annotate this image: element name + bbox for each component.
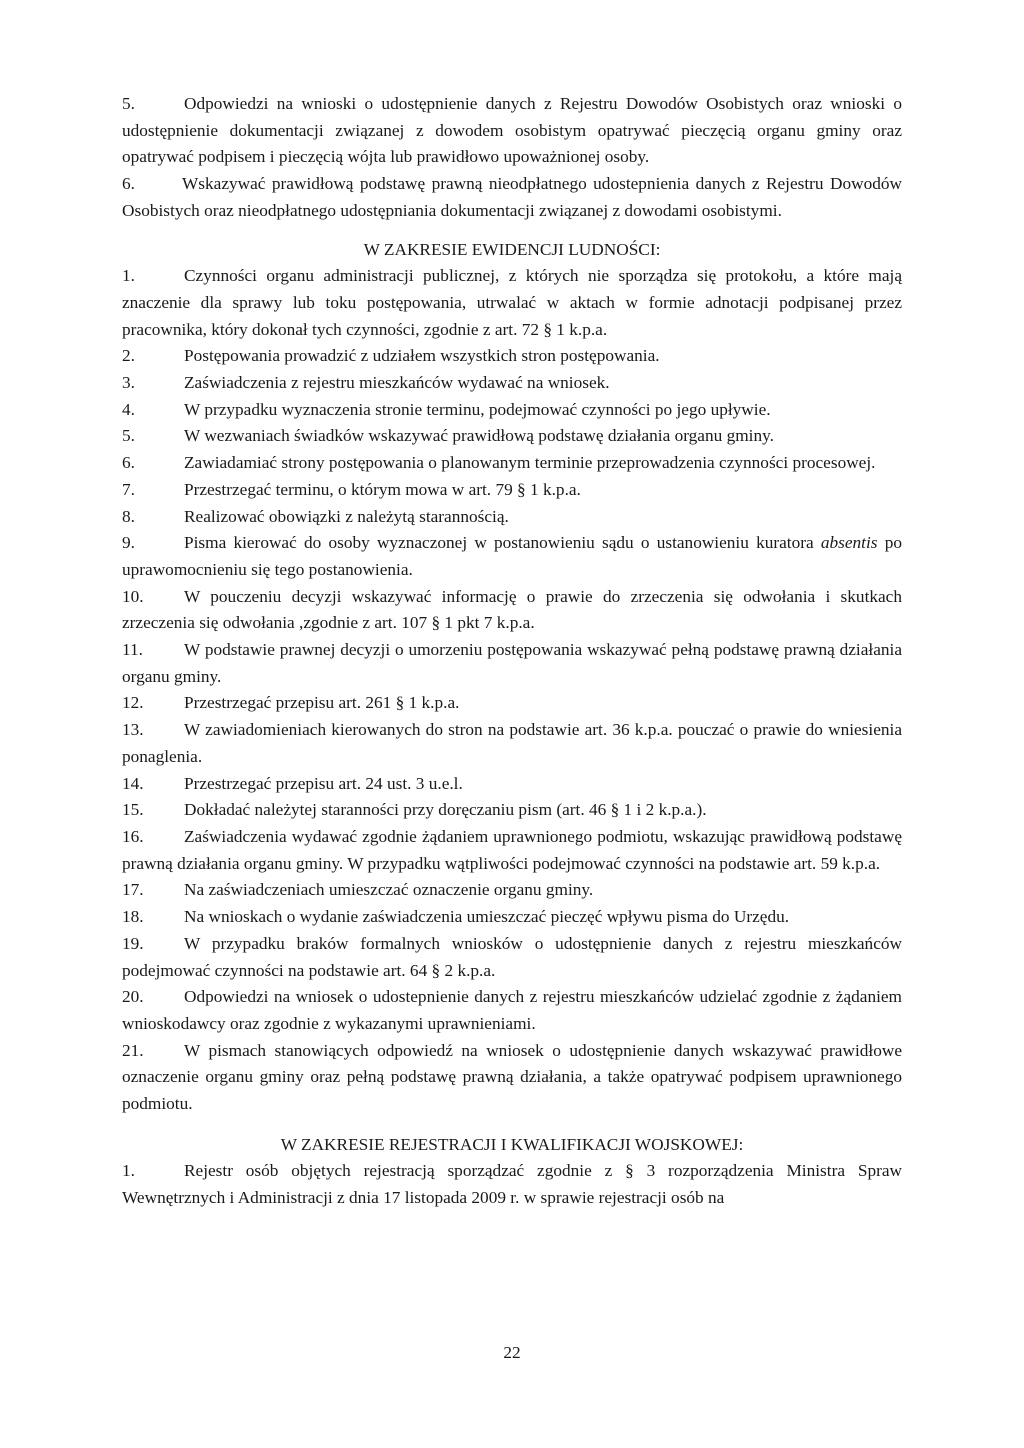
item-number: 4. [122,399,135,419]
item-text: W wezwaniach świadków wskazywać prawidłową podstawę działania organu gminy. [184,426,774,446]
item-number: 9. [122,533,135,553]
section-heading-wojsko: W ZAKRESIE REJESTRACJI I KWALIFIKACJI WOJSKOWEJ: [280,1134,744,1154]
item-number: 5. [122,94,135,113]
item-text: Na zaświadczeniach umieszczać oznaczenie organu gminy. [184,880,594,900]
item-text: Postępowania prowadzić z udziałem wszystkich stron postępowania. [184,346,660,366]
item-number: 1. [122,266,135,286]
item-text: Czynności organu administracji publicznej, z których nie sporządza się protokołu, a które mają znaczenie dla sprawy lub toku postępowania, utrwalać w aktach w formie adnotacji podpisanej przez pracownika, który dokonał tych czynności, zgodnie z art. 72 § 1 k.p.a. [122,266,902,339]
list-item [122,504,902,531]
item-text: Przestrzegać terminu, o którym mowa w art. 79 § 1 k.p.a. [184,479,581,499]
item-number: 5. [122,426,135,446]
list-item [122,91,902,171]
item-number: 17. [122,880,144,900]
item-number: 10. [122,586,144,606]
item-number: 8. [122,506,135,526]
item-text: Przestrzegać przepisu art. 261 § 1 k.p.a. [184,693,460,713]
item-italic-term: absentis [820,533,878,553]
item-number: 1. [122,1161,135,1181]
item-text: Dokładać należytej staranności przy doręczaniu pism (art. 46 § 1 i 2 k.p.a.). [184,800,707,820]
item-number: 21. [122,1040,144,1060]
list-item [122,877,902,904]
item-number: 2. [122,346,135,366]
list-item [122,771,902,798]
list-item [122,263,902,343]
item-text: Rejestr osób objętych rejestracją sporządzać zgodnie z § 3 rozporządzenia Ministra Spraw Wewnętrznych i Administracji z dnia 17 listopada 2009 r. w sprawie rejestracji osób na [122,1161,902,1208]
list-item [122,477,902,504]
item-text: Odpowiedzi na wniosek o udostepnienie danych z rejestru mieszkańców udzielać zgodnie z żądaniem wnioskodawcy oraz zgodnie z wykazanymi uprawnieniami. [122,987,902,1033]
page-number: 22 [503,1343,521,1362]
list-item [122,397,902,424]
list-item [122,1038,902,1118]
item-text: W pouczeniu decyzji wskazywać informację o prawie do zrzeczenia się odwołania i skutkach zrzeczenia się odwołania ,zgodnie z art. 107 § 1 pkt 7 k.p.a. [122,586,902,633]
list-item [122,171,902,224]
item-text: W przypadku braków formalnych wniosków o udostępnienie danych z rejestru mieszkańców podejmować czynności na podstawie art. 64 § 2 k.p.a. [122,933,902,980]
section-heading-ewidencja: W ZAKRESIE EWIDENCJI LUDNOŚCI: [363,239,661,259]
list-item [122,423,902,450]
item-number: 18. [122,907,144,927]
item-text: W podstawie prawnej decyzji o umorzeniu postępowania wskazywać pełną podstawę prawną działania organu gminy. [122,640,902,686]
document-page [122,91,902,1212]
list-item [122,904,902,931]
item-text: Zawiadamiać strony postępowania o planowanym terminie przeprowadzenia czynności procesowej. [184,453,876,473]
item-text: Pisma kierować do osoby wyznaczonej w postanowieniu sądu o ustanowieniu kuratora [184,533,814,553]
item-number: 3. [122,373,135,393]
item-number: 19. [122,933,144,953]
item-text: Przestrzegać przepisu art. 24 ust. 3 u.e.l. [184,773,463,793]
item-number: 12. [122,693,144,713]
list-item [122,450,902,477]
item-text: W zawiadomieniach kierowanych do stron na podstawie art. 36 k.p.a. pouczać o prawie do wniesienia ponaglenia. [122,720,902,766]
item-number: 15. [122,800,144,820]
item-number: 6. [122,453,135,473]
item-text: W przypadku wyznaczenia stronie terminu, podejmować czynności po jego upływie. [184,399,771,419]
item-number: 11. [122,640,143,660]
list-item [122,530,902,583]
item-number: 14. [122,773,144,793]
item-text: Na wnioskach o wydanie zaświadczenia umieszczać pieczęć wpływu pisma do Urzędu. [184,907,790,927]
list-item [122,584,902,637]
list-item [122,1158,902,1211]
list-item [122,717,902,770]
list-item [122,797,902,824]
list-item [122,343,902,370]
list-item [122,637,902,690]
item-text: Odpowiedzi na wnioski o udostępnienie danych z Rejestru Dowodów Osobistych oraz wnioski o udostępnienie dokumentacji związanej z dowodem osobistym opatrywać pieczęcią organu gminy oraz opatrywać podpisem i pieczęcią wójta lub prawidłowo upoważnionej osoby. [122,94,902,167]
item-text: Realizować obowiązki z należytą starannością. [184,506,509,526]
item-number: 13. [122,720,144,740]
item-text: W pismach stanowiących odpowiedź na wniosek o udostępnienie danych wskazywać prawidłowe oznaczenie organu gminy oraz pełną podstawę prawną działania, a także opatrywać podpisem uprawnionego podmiotu. [122,1040,902,1114]
list-item [122,931,902,984]
item-number: 16. [122,826,144,846]
item-number: 20. [122,987,144,1007]
item-number: 6. [122,174,135,194]
item-text: po uprawomocnieniu się tego postanowienia. [122,533,902,579]
item-text: Zaświadczenia wydawać zgodnie żądaniem uprawnionego podmiotu, wskazując prawidłową podstawę prawną działania organu gminy. W przypadku wątpliwości podejmować czynności na podstawie art. 59 k.p.a. [122,826,902,873]
item-number: 7. [122,479,135,499]
list-item [122,824,902,877]
item-text: Zaświadczenia z rejestru mieszkańców wydawać na wniosek. [184,373,610,393]
list-item [122,370,902,397]
list-item [122,690,902,717]
item-text: Wskazywać prawidłową podstawę prawną nieodpłatnego udostepnienia danych z Rejestru Dowodów Osobistych oraz nieodpłatnego udostępniania dokumentacji związanej z dowodami osobistymi. [122,174,902,220]
list-item [122,984,902,1037]
